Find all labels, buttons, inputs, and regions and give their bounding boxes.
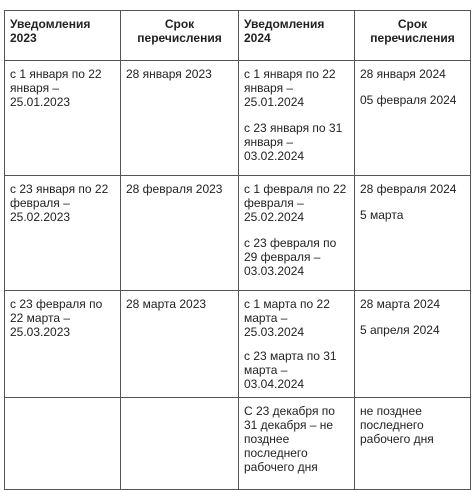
notification-2024-text: с 23 марта по 31 марта – 03.04.2024 bbox=[244, 349, 337, 391]
deadline-2024-text: 5 марта bbox=[360, 208, 404, 222]
notification-2024-text: с 1 марта по 22 марта – 25.03.2024 bbox=[244, 297, 330, 339]
deadline-2023-text: 28 февраля 2023 bbox=[126, 182, 223, 196]
deadline-2024-text: не позднее последнего рабочего дня bbox=[360, 404, 434, 446]
table-row bbox=[5, 176, 471, 291]
notification-2024-cell bbox=[239, 291, 355, 398]
table-header-row bbox=[5, 11, 471, 61]
header-notifications-2024: Уведомления 2024 bbox=[239, 11, 355, 61]
deadline-2023-text: 28 марта 2023 bbox=[126, 297, 207, 311]
notification-2024-text: С 23 декабря по 31 декабря – не позднее последнего рабочего дня bbox=[244, 404, 335, 474]
deadline-2024-text: 28 марта 2024 bbox=[360, 297, 441, 311]
table-row bbox=[5, 398, 471, 490]
deadline-2024-text: 5 апреля 2024 bbox=[360, 323, 440, 337]
deadline-2024-text: 28 января 2024 bbox=[360, 67, 446, 81]
deadline-2023-text: 28 января 2023 bbox=[126, 67, 212, 81]
header-payment-deadline-2024: Срок перечисления bbox=[355, 11, 471, 61]
payment-deadlines-table bbox=[4, 10, 471, 490]
deadline-2024-text: 05 февраля 2024 bbox=[360, 93, 457, 107]
deadline-2023-cell bbox=[121, 398, 239, 490]
notification-2023-cell bbox=[5, 291, 121, 398]
deadline-2024-cell bbox=[355, 176, 471, 291]
notification-2023-cell bbox=[5, 176, 121, 291]
table-row bbox=[5, 61, 471, 176]
deadline-2024-cell bbox=[355, 61, 471, 176]
deadline-2024-cell bbox=[355, 291, 471, 398]
notification-2023-cell bbox=[5, 398, 121, 490]
header-notifications-2023: Уведомления 2023 bbox=[5, 11, 121, 61]
deadline-2023-cell bbox=[121, 61, 239, 176]
notification-2024-text: с 1 февраля по 22 февраля – 25.02.2024 bbox=[244, 182, 347, 224]
notification-2024-cell bbox=[239, 61, 355, 176]
deadline-2024-text: 28 февраля 2024 bbox=[360, 182, 457, 196]
deadline-2023-cell bbox=[121, 291, 239, 398]
notification-2024-text: с 1 января по 22 января – 25.01.2024 bbox=[244, 67, 336, 109]
notification-2023-text: с 23 января по 22 февраля – 25.02.2023 bbox=[10, 182, 109, 224]
notification-2023-text: с 1 января по 22 января – 25.01.2023 bbox=[10, 67, 102, 109]
table-row bbox=[5, 291, 471, 398]
notification-2024-text: с 23 февраля по 29 февраля – 03.03.2024 bbox=[244, 236, 337, 278]
notification-2024-cell bbox=[239, 398, 355, 490]
deadline-2023-cell bbox=[121, 176, 239, 291]
notification-2023-cell bbox=[5, 61, 121, 176]
notification-2023-text: с 23 февраля по 22 марта – 25.03.2023 bbox=[10, 297, 103, 339]
header-payment-deadline-2023: Срок перечисления bbox=[121, 11, 239, 61]
notification-2024-text: с 23 января по 31 января – 03.02.2024 bbox=[244, 121, 343, 163]
deadline-2024-cell bbox=[355, 398, 471, 490]
notification-2024-cell bbox=[239, 176, 355, 291]
